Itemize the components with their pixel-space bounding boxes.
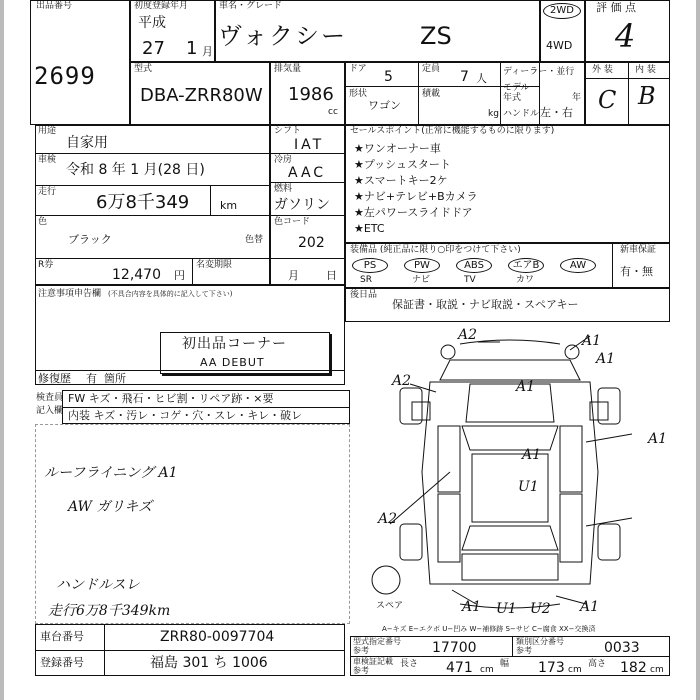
- inspector-label1: 検査員: [36, 393, 64, 403]
- recycle-label: R券: [38, 260, 54, 270]
- sales-point-item: ★ETC: [354, 222, 385, 235]
- damage-mark: A2: [378, 511, 398, 527]
- width-label: 幅: [500, 659, 510, 669]
- dims-ref: 参考: [353, 666, 369, 675]
- shift-label: シフト: [274, 126, 302, 136]
- shift-value: IAT: [294, 137, 325, 153]
- exterior-label: 外 装: [592, 65, 613, 75]
- capacity-unit: 人: [476, 72, 487, 85]
- use-label: 用途: [38, 126, 57, 136]
- body-label: 形状: [349, 89, 368, 99]
- grade: ZS: [420, 22, 452, 50]
- equipment-item: ABS: [456, 258, 492, 273]
- sales-point-item: ★ワンオーナー車: [354, 142, 441, 155]
- load-label: 積載: [422, 89, 441, 99]
- mileage-value: 6万8千349: [96, 192, 190, 213]
- name-change-label: 名変期限: [196, 260, 233, 270]
- inspector-line2: 内装 キズ・汚レ・コゲ・穴・スレ・キレ・破レ: [68, 409, 303, 422]
- spare-label: スペア: [376, 601, 404, 611]
- plate-label: 登録番号: [40, 656, 84, 669]
- ac-value: AAC: [288, 165, 327, 181]
- length-label: 長さ: [400, 659, 419, 669]
- handle-label: ハンドル: [503, 109, 540, 119]
- handwriting-3: ハンドルスレ: [56, 577, 140, 593]
- dealer-label: ディーラー・並行: [503, 67, 575, 77]
- chassis-label: 車台番号: [40, 630, 84, 643]
- extras-title: 後日品: [350, 290, 378, 300]
- interior-score: B: [638, 82, 656, 110]
- inspection-label: 車検: [38, 155, 57, 165]
- equipment-item-sub: TV: [464, 275, 476, 285]
- damage-mark: A1: [596, 351, 616, 367]
- color-value: ブラック: [68, 233, 112, 246]
- doors-label: ドア: [349, 64, 367, 74]
- notes-subtitle: (不具合内容を具体的に記入して下さい): [108, 290, 233, 298]
- inspector-line1: FW キズ・飛石・ヒビ割・リペア跡・×要: [68, 392, 274, 405]
- interior-label: 内 装: [635, 65, 656, 75]
- width-unit: cm: [568, 665, 582, 675]
- exterior-score: C: [598, 86, 617, 114]
- body-value: ワゴン: [368, 99, 401, 112]
- capacity-value: 7: [460, 69, 469, 85]
- type-value: DBA-ZRR80W: [140, 85, 263, 106]
- repair-label: 修復歴: [38, 372, 71, 385]
- damage-mark: A1: [516, 379, 536, 395]
- damage-mark: U2: [530, 601, 551, 617]
- spec-no-value: 17700: [432, 640, 477, 656]
- drive-4wd: 4WD: [546, 39, 573, 52]
- repair-value: 有: [86, 372, 97, 385]
- spec-no-label: 型式指定番号: [353, 637, 401, 646]
- sales-point-item: ★ナビ+テレビ+Bカメラ: [354, 190, 478, 203]
- equipment-item: PS: [352, 258, 388, 273]
- damage-mark: A1: [462, 599, 482, 615]
- spec-no-ref: 参考: [353, 646, 369, 655]
- dims-label: 車検証記載: [353, 657, 393, 666]
- era: 平成: [138, 15, 166, 31]
- debut-stamp-line2: AA DEBUT: [200, 356, 265, 369]
- damage-mark: A1: [648, 431, 668, 447]
- length-unit: cm: [480, 665, 494, 675]
- damage-mark: A2: [458, 327, 478, 343]
- capacity-label: 定員: [422, 64, 441, 74]
- inspector-label2: 記入欄: [36, 406, 64, 416]
- debut-stamp-line1: 初出品コーナー: [182, 336, 287, 352]
- use-value: 自家用: [66, 135, 108, 151]
- score-label: 評 価 点: [596, 1, 636, 14]
- car-name: ヴォクシー: [218, 22, 348, 50]
- height-label: 高さ: [588, 659, 607, 669]
- handwriting-2: AW ガリキズ: [68, 499, 153, 515]
- plate-value: 福島 301 ち 1006: [150, 655, 268, 671]
- handle-value: 左・右: [540, 106, 573, 119]
- equipment-item: エアB: [508, 258, 544, 273]
- inspection-value: 令和 8 年 1 月(28 日): [66, 162, 205, 178]
- spare-tire: [372, 566, 400, 594]
- width-value: 173: [538, 660, 565, 676]
- reg-month: 1: [186, 38, 198, 59]
- drive-2wd: 2WD: [543, 3, 581, 19]
- disp-label: 排気量: [274, 64, 302, 74]
- equipment-item-sub: SR: [360, 275, 372, 285]
- damage-mark: A2: [392, 373, 412, 389]
- color-code-value: 202: [298, 235, 325, 251]
- scan-edge-right: [696, 0, 700, 700]
- damage-mark: A1: [580, 599, 600, 615]
- color-code-label: 色コード: [274, 217, 311, 227]
- lot-number: 2699: [34, 62, 96, 90]
- scan-edge-left: [0, 0, 4, 700]
- new-car-value: 有・無: [620, 265, 653, 278]
- equipment-item-sub: カワ: [516, 275, 535, 285]
- sales-point-item: ★スマートキー2ケ: [354, 174, 448, 187]
- length-value: 471: [446, 660, 473, 676]
- extras-value: 保証書・取説・ナビ取説・スペアキー: [392, 298, 579, 311]
- color-label: 色: [38, 217, 48, 227]
- lot-label: 出品番号: [36, 1, 73, 11]
- doors-value: 5: [384, 69, 393, 85]
- repair-unit: 箇所: [104, 372, 126, 385]
- fuel-value: ガソリン: [274, 197, 330, 213]
- name-change-month: 月: [288, 269, 299, 282]
- class-value: 0033: [604, 640, 640, 656]
- recycle-unit: 円: [174, 269, 185, 282]
- damage-mark: A1: [582, 333, 602, 349]
- color-change-label: 色替: [245, 235, 264, 245]
- ac-label: 冷房: [274, 155, 293, 165]
- fuel-label: 燃料: [274, 184, 293, 194]
- notes-title: 注意事項申告欄: [38, 289, 102, 299]
- disp-value: 1986: [288, 84, 334, 105]
- recycle-value: 12,470: [112, 267, 161, 283]
- score-value: 4: [615, 17, 636, 55]
- height-unit: cm: [650, 665, 664, 675]
- equipment-title: 装備品 (純正品に限り○印をつけて下さい): [350, 245, 521, 255]
- equipment-item: AW: [560, 258, 596, 273]
- damage-legend: A−キズ E−エクボ U−凹み W−補修跡 S−サビ C−腐食 XX−交換済: [382, 625, 596, 633]
- mileage-unit: km: [220, 199, 238, 212]
- model-year-unit: 年: [572, 93, 582, 103]
- model-label: 車名・グレード: [219, 1, 283, 11]
- new-car-label: 新車保証: [620, 245, 657, 255]
- maker-label: モデル: [503, 83, 530, 93]
- height-value: 182: [620, 660, 647, 676]
- sales-point-item: ★プッシュスタート: [354, 158, 451, 171]
- handwriting-area: [35, 424, 350, 624]
- mileage-label: 走行: [38, 187, 57, 197]
- name-change-day: 日: [326, 269, 337, 282]
- equipment-item-sub: ナビ: [412, 275, 431, 285]
- model-year-label: 年式: [503, 93, 522, 103]
- handwriting-1: ルーフライニング A1: [44, 465, 178, 481]
- disp-unit: cc: [328, 107, 338, 117]
- car-diagram: [350, 322, 670, 622]
- first-reg-label: 初度登録年月: [134, 1, 189, 11]
- sales-points-title: セールスポイント(正常に機能するものに限ります): [350, 126, 555, 136]
- damage-mark: U1: [518, 479, 539, 495]
- reg-year: 27: [142, 38, 165, 59]
- class-ref: 参考: [516, 646, 532, 655]
- handwriting-4: 走行6万8千349km: [48, 603, 171, 619]
- damage-mark: U1: [496, 601, 517, 617]
- type-label: 型式: [134, 64, 153, 74]
- class-label: 類別区分番号: [516, 637, 564, 646]
- chassis-value: ZRR80-0097704: [160, 629, 275, 645]
- damage-mark: A1: [522, 447, 542, 463]
- equipment-item: PW: [404, 258, 440, 273]
- sales-point-item: ★左パワースライドドア: [354, 206, 473, 219]
- reg-month-unit: 月: [202, 45, 213, 58]
- load-unit: kg: [488, 109, 499, 119]
